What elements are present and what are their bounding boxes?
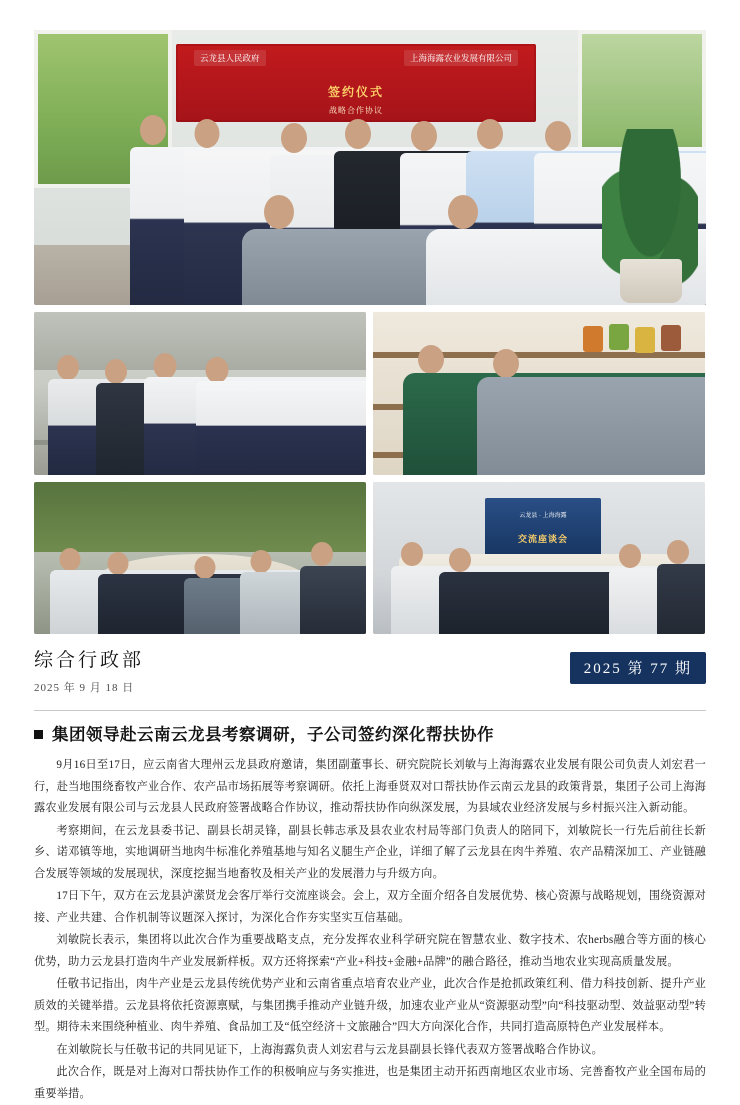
person-figure [50, 548, 90, 634]
person-figure [439, 548, 481, 634]
article-headline: 集团领导赴云南云龙县考察调研，子公司签约深化帮扶协作 [52, 725, 494, 744]
person-figure [391, 542, 433, 634]
banner-subtitle: 战略合作协议 [329, 106, 383, 115]
person-figure [403, 345, 459, 475]
person-figure [184, 556, 226, 634]
department-name: 综合行政部 [34, 650, 145, 671]
conference-meeting-photo [373, 482, 705, 634]
screen-line-1: 云龙县 · 上海海露 [519, 513, 567, 519]
article-paragraph: 在刘敏院长与任敬书记的共同见证下，上海海露负责人刘宏君与云龙县副县长锋代表双方签署战略合作协议。 [56, 1043, 603, 1056]
person-figure [477, 349, 535, 475]
product-display-photo [373, 312, 705, 475]
article-paragraph: 9月16日至17日，应云南省大理州云龙县政府邀请，集团副董事长、研究院院长刘敏与上海海露农业发展有限公司负责人刘宏君一行，赴当地围绕畜牧产业合作、农产品市场拓展等考察调研。依托上海垂贤双对口帮扶协作云南云龙县的政策背景，集团子公司上海海露农业发展有限公司与云龙县人民政府签署战略合作协议，推动帮扶协作向纵深发展，为县域农业经济发展与乡村振兴注入新动能。 [34, 759, 706, 815]
banner-title: 签约仪式 [327, 85, 384, 99]
person-figure [426, 195, 500, 305]
person-figure [184, 119, 230, 305]
signing-ceremony-photo [34, 30, 706, 305]
cattle-farm-visit-photo [34, 312, 366, 475]
field-roundtable-photo [34, 482, 366, 634]
masthead [34, 650, 706, 702]
ceremony-banner [176, 44, 536, 122]
photo-grid [34, 30, 706, 634]
article-body [34, 755, 706, 1105]
person-figure [144, 353, 186, 475]
person-figure [300, 542, 344, 634]
person-figure [242, 195, 316, 305]
banner-left-chip: 云龙县人民政府 [194, 50, 266, 66]
person-figure [240, 550, 282, 634]
banner-right-chip: 上海海露农业发展有限公司 [404, 50, 518, 66]
person-figure [196, 357, 238, 475]
person-figure [98, 552, 138, 634]
article-paragraph: 考察期间，在云龙县委书记、副县长胡灵锋，副县长韩志承及县农业农村局等部门负责人的陪同下，刘敏院长一行先后前往长新乡、诺邓镇等地，实地调研当地肉牛标准化养殖基地与知名义腿生产企业，详细了解了云龙县在肉牛养殖、农产品精深加工、产业链融合发展等领域的发展现状，深度挖掘当地畜牧及相关产业的发展潜力与升级方向。 [34, 824, 706, 880]
header-divider [34, 710, 706, 711]
issue-date: 2025 年 9 月 18 日 [34, 681, 135, 694]
person-figure [609, 544, 651, 634]
person-figure [96, 359, 136, 475]
issue-badge: 2025 第 77 期 [570, 652, 706, 684]
person-figure [130, 115, 176, 305]
article-paragraph: 17日下午，双方在云龙县泸潆贤龙会客厅举行交流座谈会。会上，双方全面介绍各自发展优势、核心资源与战略规划，围绕资源对接、产业共建、合作机制等议题深入探讨，为深化合作夯实坚实互信基础。 [34, 890, 706, 924]
headline-row [34, 724, 706, 745]
screen-line-2: 交流座谈会 [517, 534, 568, 544]
article-paragraph: 此次合作，既是对上海对口帮扶协作工作的积极响应与务实推进，也是集团主动开拓西南地区农业市场、完善畜牧产业全国布局的重要举措。 [34, 1066, 706, 1100]
person-figure [657, 540, 699, 634]
article-paragraph: 刘敏院长表示，集团将以此次合作为重要战略支点，充分发挥农业科学研究院在智慧农业、数字技术、农herbs融合等方面的核心优势，助力云龙县打造肉牛产业发展新样板。双方还将探索“产业+科技+金融+品牌”的融合路径，推动当地农业实现高质量发展。 [34, 934, 706, 968]
article-paragraph: 任敬书记指出，肉牛产业是云龙县传统优势产业和云南省重点培育农业产业，此次合作是抢抓政策红利、借力科技创新、提升产业质效的关键举措。云龙县将依托资源禀赋，与集团携手推动产业链升级，加速农业产业从“资源驱动型”向“科技驱动型、效益驱动型”转型。期待未来围绕种植业、肉牛养殖、食品加工及“低空经济＋文旅融合”四大方向深化合作，共同打造高原特色产业发展样本。 [34, 978, 706, 1034]
square-bullet-icon [34, 730, 43, 739]
person-figure [48, 355, 88, 475]
